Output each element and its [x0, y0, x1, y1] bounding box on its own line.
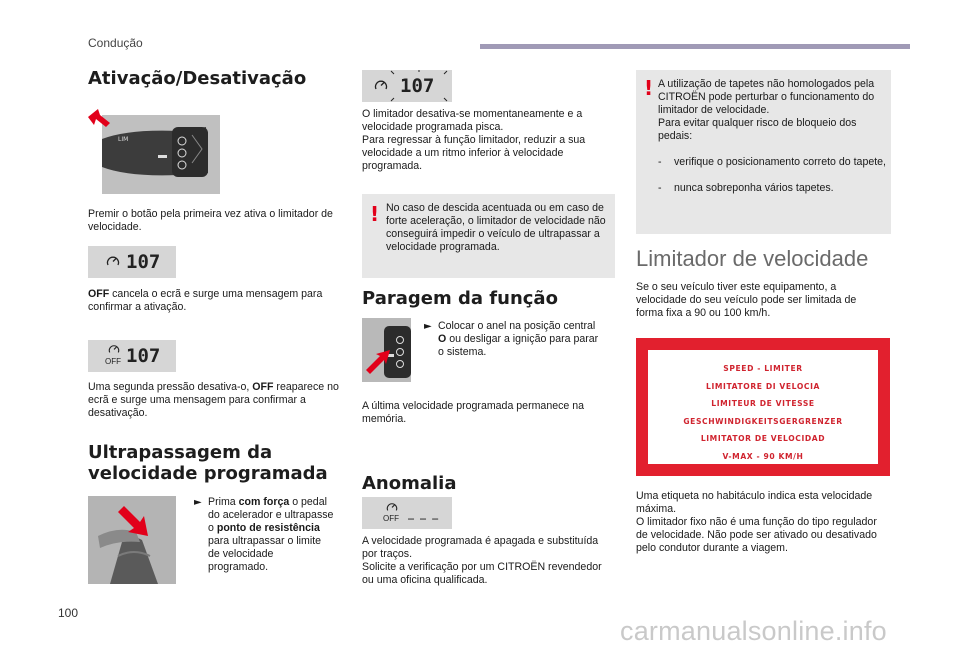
- bullet-text-d: para ultrapassar o limite de velocidade programado.: [208, 535, 322, 573]
- warning-exclamation-icon: !: [644, 76, 654, 100]
- deact-off: OFF: [252, 381, 274, 393]
- off-label: OFF: [88, 288, 110, 300]
- display-value: 107: [126, 345, 161, 367]
- warning-note-descent: [362, 194, 615, 278]
- paragraph-deactivation: [88, 381, 343, 420]
- warning-note-mats: [636, 70, 891, 234]
- label-line: LIMITATORE DI VELOCIA: [706, 381, 820, 391]
- label-line: SPEED - LIMITER: [723, 364, 803, 373]
- label-line: LIMITEUR DE VITESSE: [711, 399, 815, 408]
- bullet-bold-b: ponto de resistência: [216, 522, 320, 534]
- title-override: Ultrapassagem da velocidade programada: [88, 442, 328, 484]
- label-line: GESCHWINDIGKEITSGERGRENZER: [683, 416, 843, 426]
- off-text: cancela o ecrã e surge uma mensagem para confirmar a ativação.: [88, 288, 323, 313]
- bullet-override: [194, 496, 334, 574]
- display-limit-off: [88, 340, 176, 372]
- bullet-arrow-icon: ►: [424, 321, 432, 332]
- speedometer-icon: [386, 501, 398, 513]
- bullet-stop: [424, 320, 604, 359]
- paragraph-off: [88, 288, 343, 314]
- speedometer-icon: [374, 78, 388, 92]
- section-label: Condução: [88, 36, 143, 50]
- stalk-ring-photo: [362, 318, 411, 382]
- bullet-text-c: o pedal do acelerador e ultrapasse o: [208, 496, 334, 534]
- paragraph-fixed-limit: Se o seu veículo tiver este equipamento, a velocidade do seu veículo pode ser limitada de forma fixa a 90 ou 100 km/h.: [636, 281, 857, 319]
- speedometer-icon: [108, 343, 120, 355]
- paragraph-memory: A última velocidade programada permanece na memória.: [362, 400, 585, 425]
- stop-text-b: ou desligar a ignição para parar o sistema.: [438, 333, 599, 358]
- title-stop: Paragem da função: [362, 288, 558, 309]
- paragraph-blink: O limitador desativa-se momentaneamente e a velocidade programada pisca. Para regressar à função limitador, reduzir a sua velocidade a um ritmo inferior à velocidade programada.: [362, 108, 586, 172]
- mats-warning-text: A utilização de tapetes não homologados pela CITROËN pode perturbar o funcionamento do limitador de velocidade. Para evitar qualquer risco de bloqueio dos pedais:: [658, 78, 875, 142]
- pedal-photo: [88, 496, 176, 584]
- list-item-text: nunca sobreponha vários tapetes.: [674, 182, 834, 194]
- stop-bold: O: [438, 333, 447, 345]
- list-item: - verifique o posicionamento correto do tapete,: [658, 156, 887, 168]
- display-off: OFF: [105, 357, 121, 366]
- list-item-text: verifique o posicionamento correto do tapete,: [674, 156, 887, 168]
- note-text: No caso de descida acentuada ou em caso de forte aceleração, o limitador de velocidade não conseguirá impedir o veículo de ultrapassar a velocidade programada.: [386, 202, 606, 253]
- header-bar: [480, 44, 910, 49]
- bullet-text-a: Prima: [208, 496, 239, 508]
- paragraph-activation: Premir o botão pela primeira vez ativa o limitador de velocidade.: [88, 208, 333, 233]
- stop-text-a: Colocar o anel na posição central: [438, 320, 596, 332]
- bullet-bold-a: com força: [238, 496, 290, 508]
- display-value: 107: [126, 251, 161, 273]
- svg-text:LIM: LIM: [118, 136, 129, 143]
- label-inner: [648, 350, 878, 464]
- paragraph-label-info: Uma etiqueta no habitáculo indica esta velocidade máxima. O limitador fixo não é uma função do tipo regulador de velocidade. Não pode ser ativado ou desativado pelo condutor durante a viagem.: [636, 490, 877, 554]
- speedometer-icon: [106, 254, 120, 268]
- display-value: 107: [400, 75, 435, 97]
- display-blinking: [362, 70, 452, 102]
- list-item: - nunca sobreponha vários tapetes.: [658, 182, 834, 194]
- paragraph-anomaly: A velocidade programada é apagada e substituída por traços. Solicite a verificação por um CITROËN revendedor ou uma oficina qualificada.: [362, 535, 602, 586]
- warning-exclamation-icon: !: [370, 202, 380, 226]
- label-line: LIMITATOR DE VELOCIDAD: [700, 434, 826, 443]
- display-limit-on: [88, 246, 176, 278]
- mats-warning-list: [658, 156, 888, 195]
- stalk-photo: [88, 109, 220, 194]
- deact-text-b: reaparece no ecrã e surge uma mensagem para confirmar a desativação.: [88, 381, 339, 419]
- display-anomaly: [362, 497, 452, 529]
- title-activation: Ativação/Desativação: [88, 68, 307, 89]
- anomaly-off: OFF: [383, 514, 399, 523]
- speed-limiter-label: [636, 338, 890, 476]
- page-number: 100: [58, 606, 79, 620]
- deact-text-a: Uma segunda pressão desativa-o,: [88, 381, 253, 393]
- label-line: V-MAX - 90 KM/H: [722, 451, 804, 461]
- title-speed-limiter: Limitador de velocidade: [636, 246, 869, 271]
- anomaly-dashes: _ _ _: [408, 509, 439, 520]
- watermark: carmanualsonline.info: [620, 616, 887, 646]
- bullet-arrow-icon: ►: [194, 497, 202, 508]
- title-anomaly: Anomalia: [362, 473, 457, 494]
